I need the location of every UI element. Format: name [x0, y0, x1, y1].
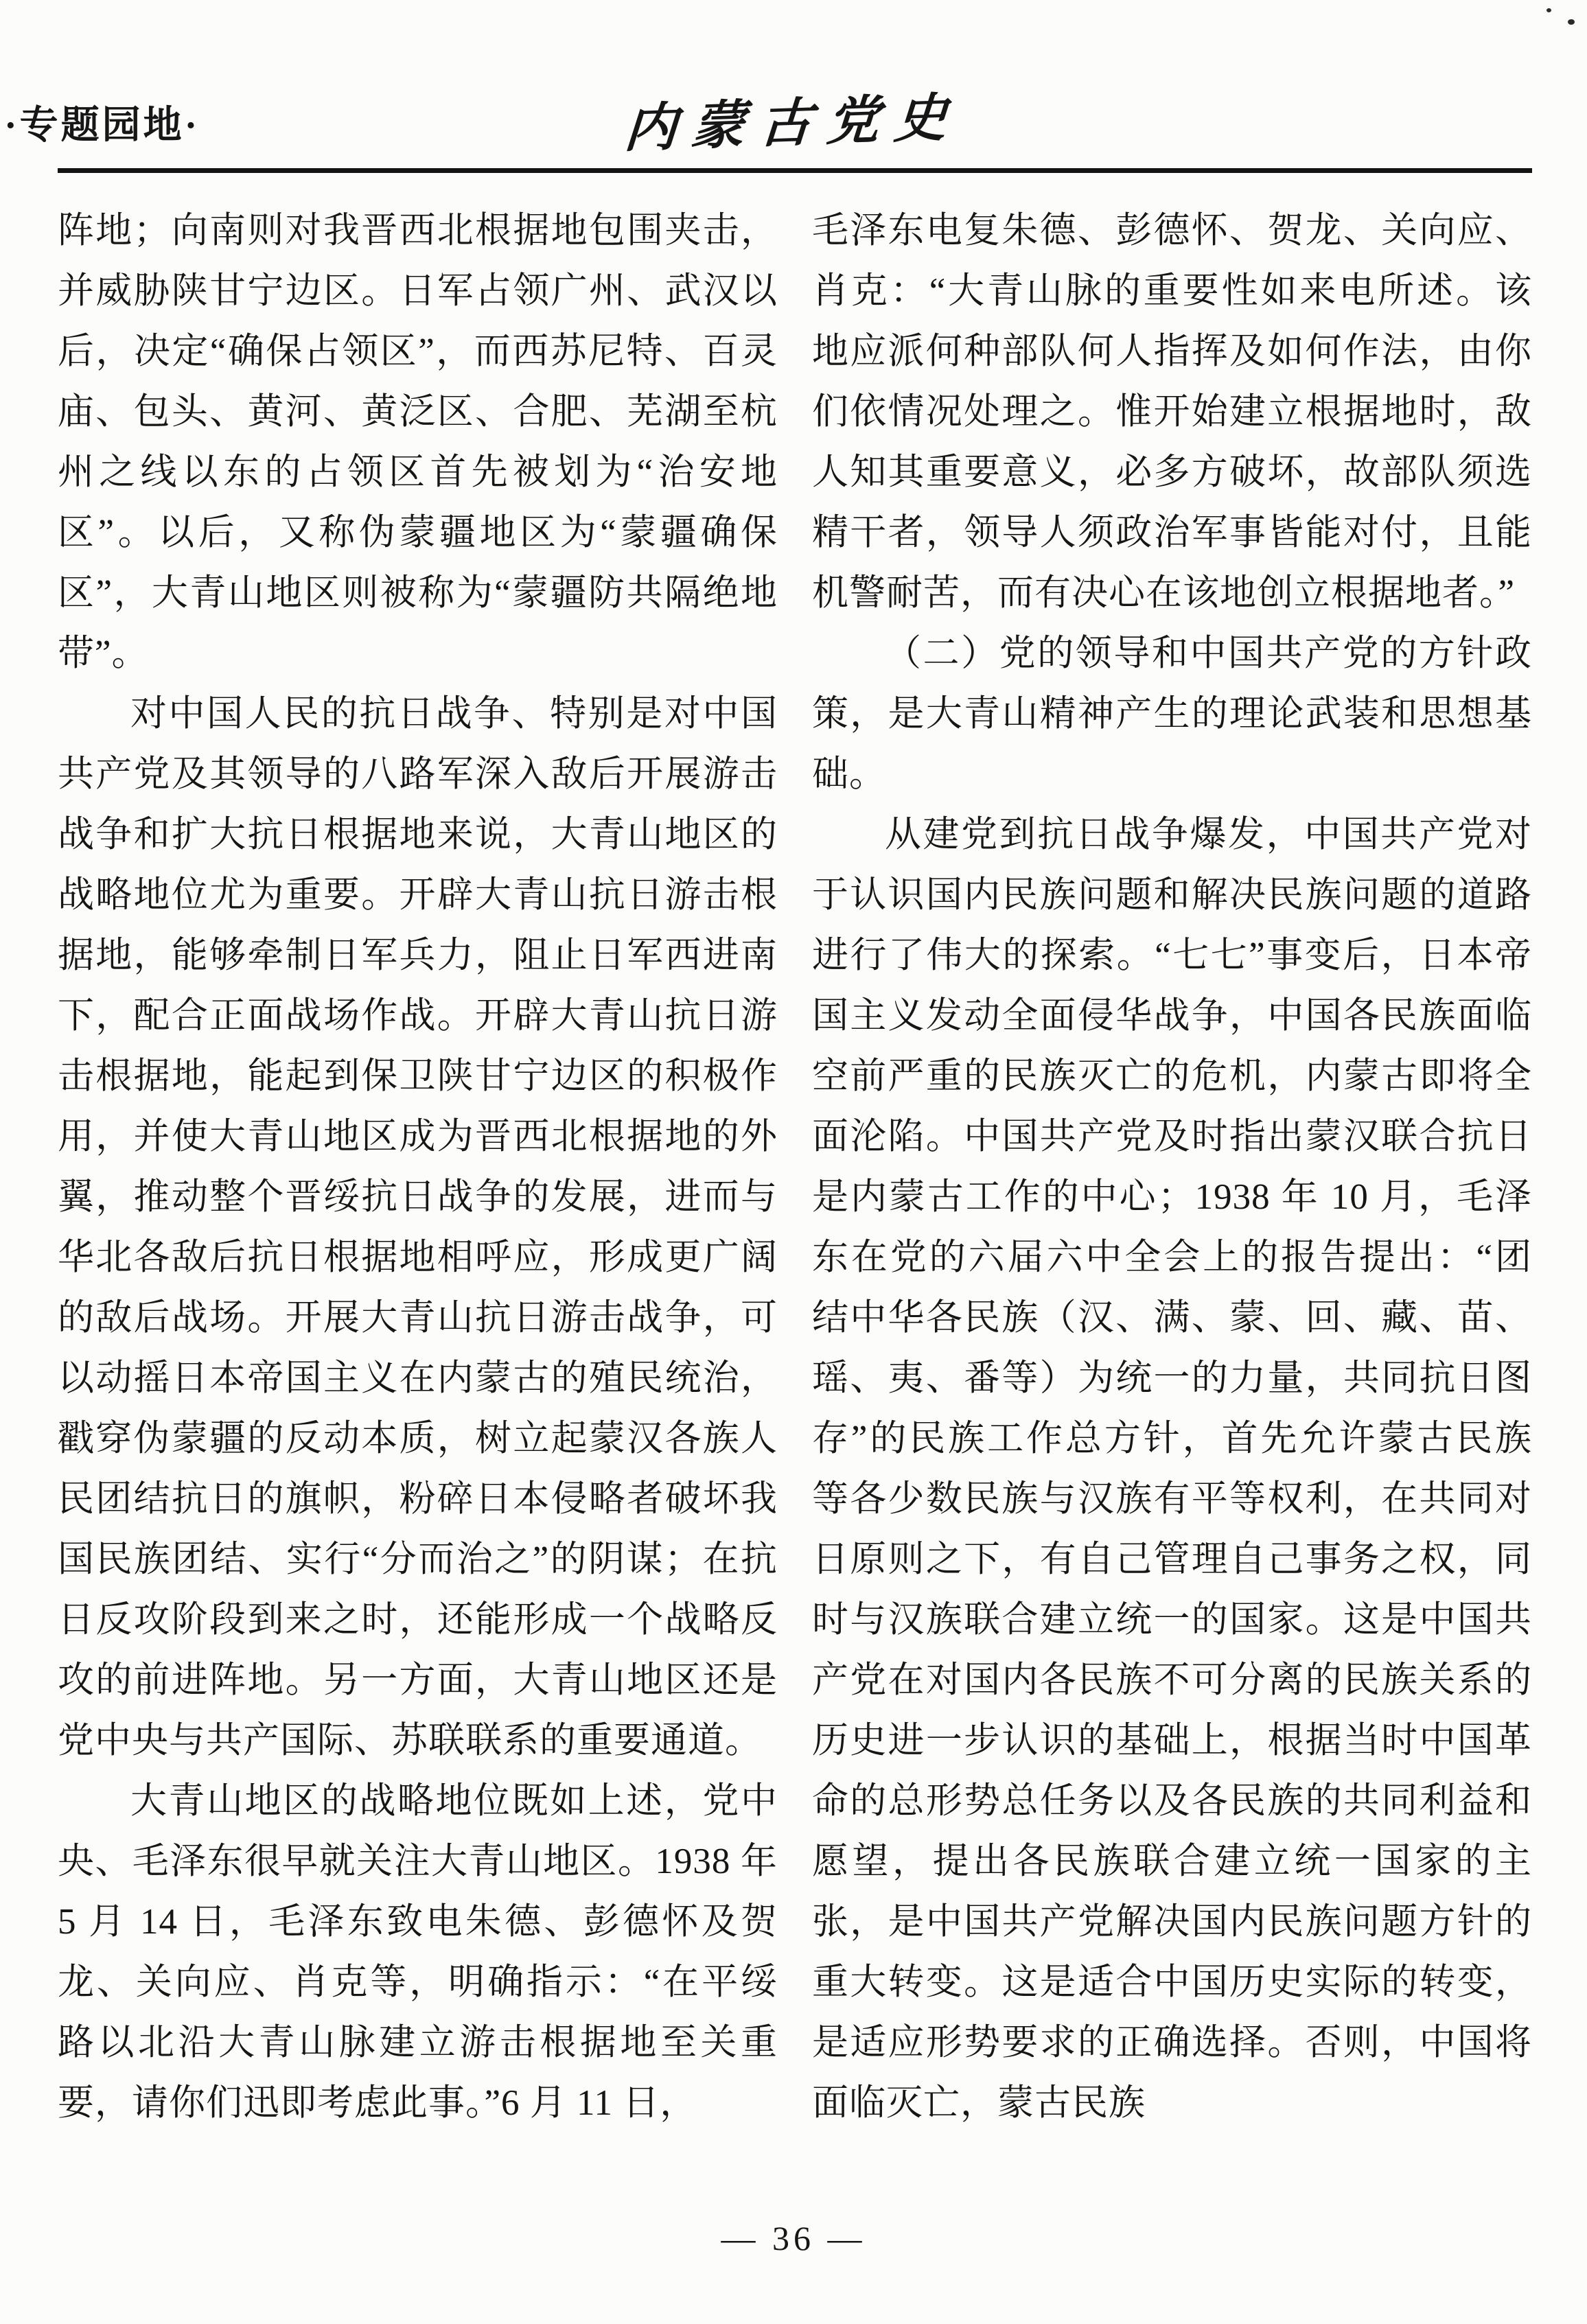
journal-title-calligraphy: 内蒙古党史	[622, 89, 964, 159]
scan-speck	[1547, 8, 1551, 12]
right-column	[812, 200, 1532, 2133]
page-number: — 36 —	[721, 2219, 866, 2257]
article-body	[58, 200, 1532, 2133]
section-label: ·专题园地·	[4, 104, 200, 147]
scan-speck	[1568, 19, 1575, 25]
paragraph-subheading: （二）党的领导和中国共产党的方针政策，是大青山精神产生的理论武装和思想基础。	[812, 634, 1532, 794]
left-column	[58, 200, 778, 2133]
page-header	[0, 0, 1587, 168]
paragraph-continued: 阵地；向南则对我晋西北根据地包围夹击，并威胁陕甘宁边区。日军占领广州、武汉以后，决定“确保占领区”，而西苏尼特、百灵庙、包头、黄河、黄泛区、合肥、芜湖至杭州之线以东的占领区首先被划为“治安地区”。以后，又称伪蒙疆地区为“蒙疆确保区”，大青山地区则被称为“蒙疆防共隔绝地带”。	[58, 211, 778, 673]
paragraph: 对中国人民的抗日战争、特别是对中国共产党及其领导的八路军深入敌后开展游击战争和扩大抗日根据地来说，大青山地区的战略地位尤为重要。开辟大青山抗日游击根据地，能够牵制日军兵力，阻止日军西进南下，配合正面战场作战。开辟大青山抗日游击根据地，能起到保卫陕甘宁边区的积极作用，并使大青山地区成为晋西北根据地的外翼，推动整个晋绥抗日战争的发展，进而与华北各敌后抗日根据地相呼应，形成更广阔的敌后战场。开展大青山抗日游击战争，可以动摇日本帝国主义在内蒙古的殖民统治，戳穿伪蒙疆的反动本质，树立起蒙汉各族人民团结抗日的旗帜，粉碎日本侵略者破坏我国民族团结、实行“分而治之”的阴谋；在抗日反攻阶段到来之时，还能形成一个战略反攻的前进阵地。另一方面，大青山地区还是党中央与共产国际、苏联联系的重要通道。	[58, 694, 778, 1761]
header-rule	[58, 168, 1532, 173]
paragraph-continued: 毛泽东电复朱德、彭德怀、贺龙、关向应、肖克：“大青山脉的重要性如来电所述。该地应派何种部队何人指挥及如何作法，由你们依情况处理之。惟开始建立根据地时，敌人知其重要意义，必多方破坏，故部队须选精干者，领导人须政治军事皆能对付，且能机警耐苦，而有决心在该地创立根据地者。”	[812, 211, 1532, 613]
paragraph: 大青山地区的战略地位既如上述，党中央、毛泽东很早就关注大青山地区。1938 年 5 月 14 日，毛泽东致电朱德、彭德怀及贺龙、关向应、肖克等，明确指示：“在平绥路以北沿大青山脉建立游击根据地至关重要，请你们迅即考虑此事。”6 月 11 日，	[58, 1781, 778, 2123]
paragraph: 从建党到抗日战争爆发，中国共产党对于认识国内民族问题和解决民族问题的道路进行了伟大的探索。“七七”事变后，日本帝国主义发动全面侵华战争，中国各民族面临空前严重的民族灭亡的危机，内蒙古即将全面沦陷。中国共产党及时指出蒙汉联合抗日是内蒙古工作的中心；1938 年 10 月，毛泽东在党的六届六中全会上的报告提出：“团结中华各民族（汉、满、蒙、回、藏、苗、瑶、夷、番等）为统一的力量，共同抗日图存”的民族工作总方针，首先允许蒙古民族等各少数民族与汉族有平等权利，在共同对日原则之下，有自己管理自己事务之权，同时与汉族联合建立统一的国家。这是中国共产党在对国内各民族不可分离的民族关系的历史进一步认识的基础上，根据当时中国革命的总形势总任务以及各民族的共同利益和愿望，提出各民族联合建立统一国家的主张，是中国共产党解决国内民族问题方针的重大转变。这是适合中国历史实际的转变，是适应形势要求的正确选择。否则，中国将面临灭亡，蒙古民族	[812, 815, 1532, 2123]
